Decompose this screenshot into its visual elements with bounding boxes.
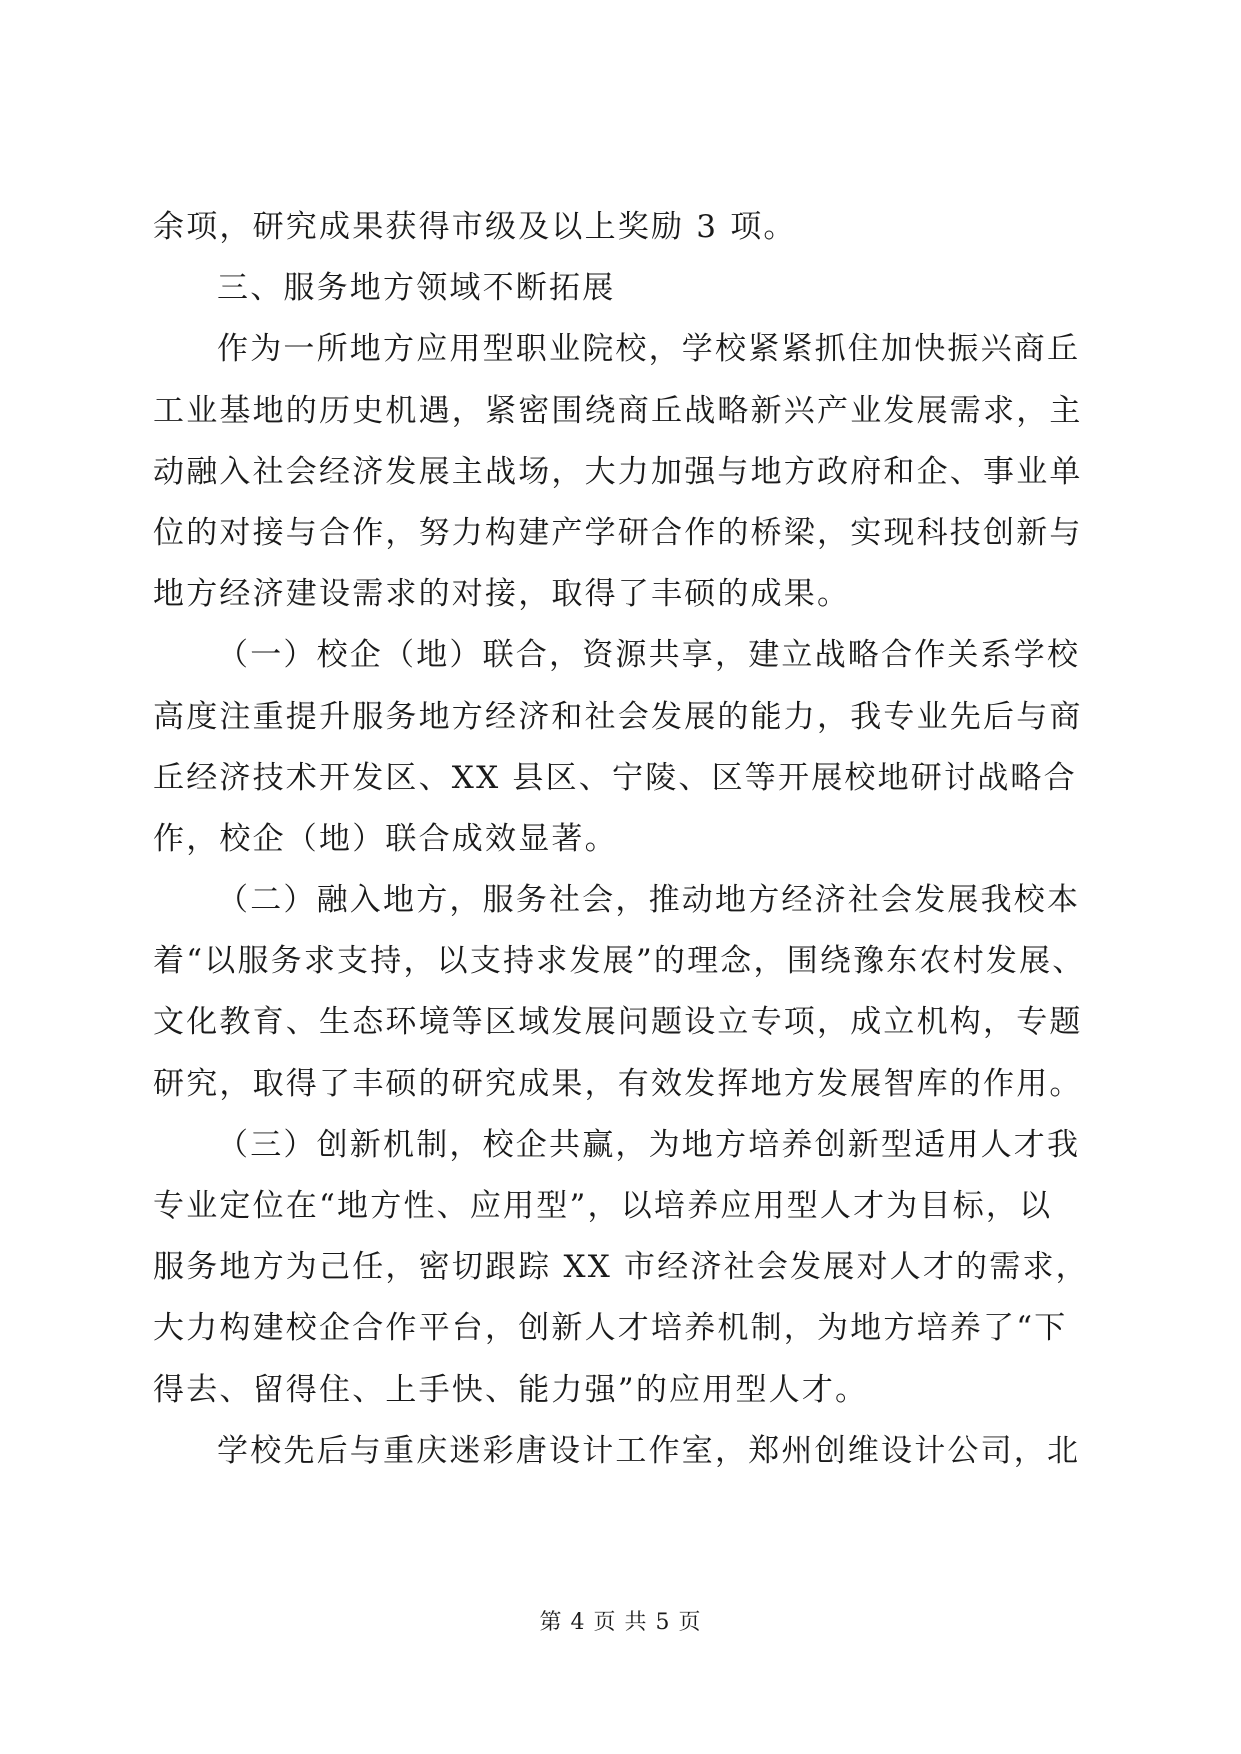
text-line: 丘经济技术开发区、XX 县区、宁陵、区等开展校地研讨战略合 — [153, 759, 1077, 796]
text-line: 研究，取得了丰硕的研究成果，有效发挥地方发展智库的作用。 — [153, 1065, 1083, 1102]
page-number-footer: 第 4 页 共 5 页 — [539, 1610, 702, 1635]
text-line: （三）创新机制，校企共赢，为地方培养创新型适用人才我 — [217, 1126, 1081, 1163]
text-line: 余项，研究成果获得市级及以上奖励 3 项。 — [153, 209, 797, 245]
text-line: 动融入社会经济发展主战场，大力加强与地方政府和企、事业单 — [153, 453, 1083, 490]
text-line: 大力构建校企合作平台，创新人才培养机制，为地方培养了“下 — [153, 1310, 1068, 1347]
text-line: 着“以服务求支持，以支持求发展”的理念，围绕豫东农村发展、 — [153, 943, 1086, 980]
text-line: 学校先后与重庆迷彩唐设计工作室，郑州创维设计公司，北 — [217, 1432, 1081, 1469]
text-line: 作为一所地方应用型职业院校，学校紧紧抓住加快振兴商丘 — [217, 331, 1081, 368]
text-line: （二）融入地方，服务社会，推动地方经济社会发展我校本 — [217, 882, 1081, 919]
text-line: （一）校企（地）联合，资源共享，建立战略合作关系学校 — [217, 637, 1081, 674]
text-line: 专业定位在“地方性、应用型”，以培养应用型人才为目标，以 — [153, 1188, 1053, 1224]
document-body — [153, 197, 1093, 1482]
text-line: 位的对接与合作，努力构建产学研合作的桥梁，实现科技创新与 — [153, 514, 1083, 551]
text-line: 文化教育、生态环境等区域发展问题设立专项，成立机构，专题 — [153, 1004, 1083, 1041]
text-line: 高度注重提升服务地方经济和社会发展的能力，我专业先后与商 — [153, 698, 1083, 735]
text-line: 作，校企（地）联合成效显著。 — [153, 820, 618, 857]
text-line: 得去、留得住、上手快、能力强”的应用型人才。 — [153, 1371, 869, 1408]
text-line: 工业基地的历史机遇，紧密围绕商丘战略新兴产业发展需求，主 — [153, 392, 1083, 429]
text-line: 地方经济建设需求的对接，取得了丰硕的成果。 — [153, 576, 851, 613]
text-line: 服务地方为己任，密切跟踪 XX 市经济社会发展对人才的需求， — [153, 1249, 1089, 1286]
section-heading: 三、服务地方领域不断拓展 — [217, 270, 616, 307]
